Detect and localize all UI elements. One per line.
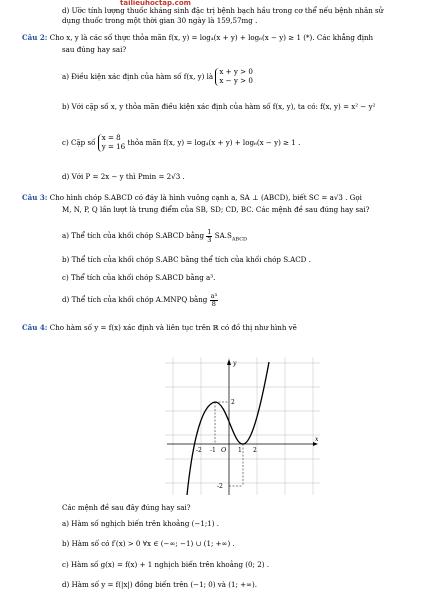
- q3-a-num: 1: [207, 228, 212, 236]
- q3-a-pre: a) Thể tích của khối chóp S.ABCD bằng: [62, 231, 205, 240]
- tick-x-minus2: -2: [196, 447, 202, 454]
- q2-a-eq2: x − y > 0: [219, 75, 253, 85]
- tick-x-minus1: -1: [210, 447, 216, 454]
- q4-statement-c: c) Hàm số g(x) = f(x) + 1 nghịch biến trên khoảng (0; 2) .: [62, 560, 269, 569]
- q3-statement-d: [62, 293, 218, 307]
- q2-c-post: thỏa mãn f(x, y) = log₄(x + y) + log₆(x − y) ≥ 1 .: [127, 137, 301, 147]
- graph-grid: [165, 357, 320, 495]
- q3-a-den: 3: [207, 235, 212, 244]
- tick-y-minus2: -2: [217, 483, 223, 490]
- q3-statement-c: c) Thể tích của khối chóp S.ABCD bằng a³.: [62, 273, 216, 282]
- q4-label: Câu 4:: [22, 323, 48, 332]
- q4-statement-a: a) Hàm số nghịch biến trên khoảng (−1;1) .: [62, 519, 220, 528]
- q3-label: Câu 3:: [22, 193, 48, 202]
- q2-statement-a: [62, 68, 253, 86]
- q2-a-eq1: x + y > 0: [219, 67, 253, 76]
- q4-statement-d: d) Hàm số y = f(|x|) đồng biến trên (−1; 0) và (1; +∞).: [62, 580, 258, 589]
- q3-d-den: 8: [211, 299, 216, 308]
- q4-intro: Các mệnh đề sau đây đúng hay sai?: [62, 503, 191, 512]
- q2-c-eq2: y = 16: [101, 141, 126, 151]
- q2-statement-d: d) Với P = 2x − y thì Pmin = 2√3 .: [62, 172, 185, 181]
- q2-c-system: [98, 134, 126, 152]
- q2-text-cont: sau đúng hay sai?: [62, 45, 127, 54]
- q2-label: Câu 2:: [22, 33, 48, 42]
- q3-d-num: a³: [210, 292, 218, 300]
- q4-line1: [22, 323, 297, 333]
- q3-text: Cho hình chóp S.ABCD có đáy là hình vuông cạnh a, SA ⊥ (ABCD), biết SC = a√3 . Gọi: [49, 193, 362, 202]
- x-axis-label: x: [315, 436, 319, 443]
- q4-statement-b: b) Hàm số có f′(x) > 0 ∀x ∈ (−∞; −1) ∪ (1; +∞) .: [62, 539, 235, 548]
- q3-d-pre: d) Thể tích của khối chóp A.MNPQ bằng: [62, 295, 208, 304]
- q2-statement-b: b) Với cặp số x, y thỏa mãn điều kiện xác định của hàm số f(x, y), ta có: f(x, y) = x² − y²: [62, 102, 376, 111]
- watermark-text: tailieuhoctap.com: [120, 0, 191, 7]
- q3-statement-b: b) Thể tích của khối chóp S.ABC bằng thể tích của khối chóp S.ACD .: [62, 255, 311, 264]
- tick-x-2: 2: [253, 447, 257, 454]
- q3-d-fraction: [210, 293, 218, 307]
- q2-text: Cho x, y là các số thực thỏa mãn f(x, y) = log₄(x + y) + log₆(x − y) ≥ 1 (*). Các khẳng định: [49, 33, 374, 42]
- q3-a-post: SA.S: [214, 231, 232, 240]
- y-axis-arrow: [227, 359, 231, 365]
- q2-statement-c: [62, 134, 300, 152]
- q3-a-fraction: [206, 229, 212, 243]
- origin-label: O: [221, 446, 227, 454]
- function-curve: [187, 362, 269, 495]
- tick-y-2: 2: [231, 399, 235, 406]
- q2-line1: [22, 33, 373, 43]
- q4-text: Cho hàm số y = f(x) xác định và liên tục trên ℝ có đồ thị như hình vẽ: [49, 323, 297, 332]
- intro-statement-d-cont: dụng thuốc trong một thời gian 30 ngày là 159,57mg .: [62, 16, 258, 25]
- y-axis-label: y: [233, 360, 237, 367]
- tick-x-1: 1: [238, 447, 242, 454]
- q2-a-text: a) Điều kiện xác định của hàm số f(x, y) là: [62, 71, 214, 81]
- q2-c-pre: c) Cặp số: [62, 137, 96, 147]
- q3-line1: [22, 193, 362, 203]
- q3-text-cont: M, N, P, Q lần lượt là trung điểm của SB, SD; CD, BC. Các mệnh đề sau đúng hay sai?: [62, 205, 370, 214]
- function-graph: [165, 357, 320, 495]
- q3-statement-a: [62, 229, 247, 244]
- q3-a-sub: ABCD: [231, 236, 248, 243]
- q2-c-eq1: x = 8: [101, 133, 121, 142]
- intro-statement-d: d) Ước tính lượng thuốc kháng sinh đặc trị bệnh bạch hầu trong cơ thể nếu bệnh nhân sử: [62, 6, 384, 15]
- q2-a-system: [215, 68, 252, 86]
